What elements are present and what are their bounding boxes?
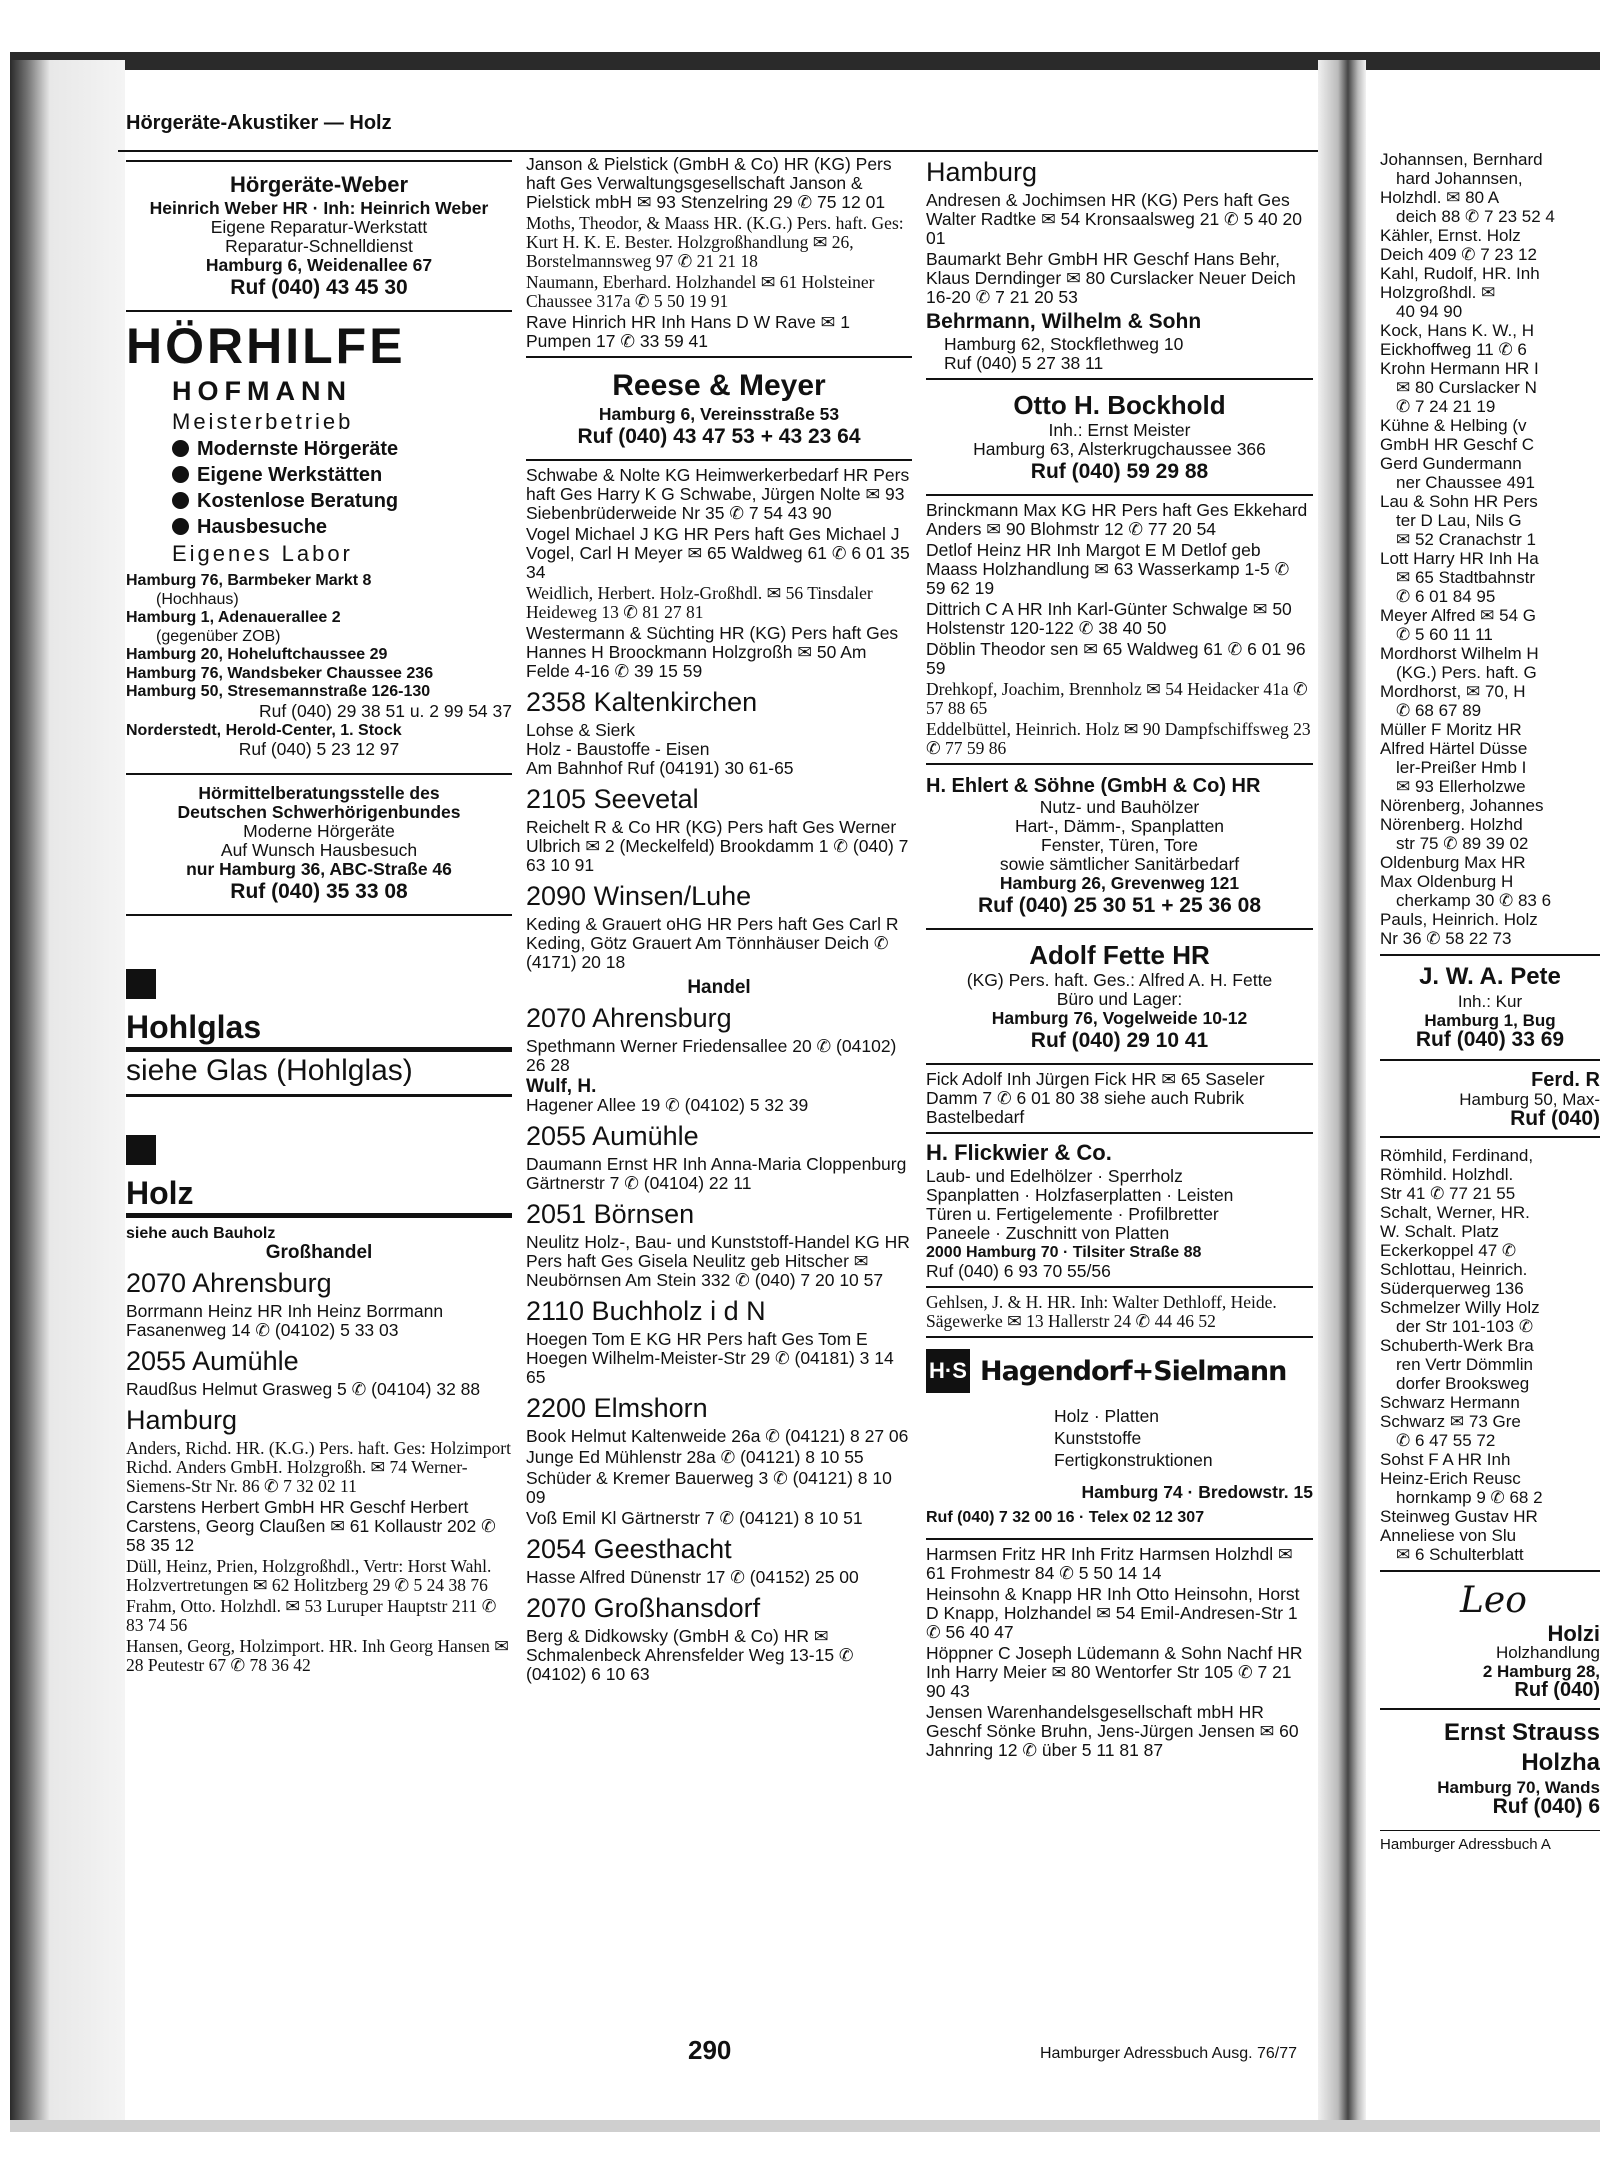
- right-page-line: Kähler, Ernst. Holz: [1380, 226, 1521, 245]
- bullet-icon: [172, 518, 189, 535]
- book-spine: [1318, 60, 1366, 2130]
- listing-entry: Andresen & Jochimsen HR (KG) Pers haft Ges Walter Radtke ✉ 54 Kronsaalsweg 21 ✆ 5 40 20 01: [926, 190, 1302, 248]
- ad-reese-meyer: Reese & Meyer Hamburg 6, Vereinsstraße 53 Ruf (040) 43 47 53 + 43 23 64: [577, 369, 861, 448]
- ad-pete-fragment: J. W. A. Pete Inh.: Kur Hamburg 1, Bug Ruf (040) 33 69: [1415, 963, 1565, 1051]
- right-page-line: Lott Harry HR Inh Ha: [1380, 549, 1539, 568]
- listing-entry: Gehlsen, J. & H. HR. Inh: Walter Dethloff, Heide. Sägewerke ✉ 13 Hallerstr 24 ✆ 44 46 52: [926, 1292, 1277, 1331]
- ad-behrmann: Behrmann, Wilhelm & Sohn Hamburg 62, Stockflethweg 10 Ruf (040) 5 27 38 11: [926, 310, 1202, 373]
- bullet-item: Hausbesuche: [126, 514, 512, 540]
- right-page-line: GmbH HR Geschf C: [1380, 435, 1534, 454]
- listing-entry: Höppner C Joseph Lüdemann & Sohn Nachf HR Inh Harry Meier ✉ 80 Wentorfer Str 105 ✆ 7 21 90 43: [926, 1643, 1303, 1701]
- ad-hoerhilfe-hofmann: HÖRHILFE HOFMANN Meisterbetrieb Modernste Hörgeräte Eigene Werkstätten Kostenlose Beratung Hausbesuche Eigenes Labor Hamburg 76, Barmbeker Markt 8 (Hochhaus) Hamburg 1, Adenauerallee 2 (gegenüber ZOB) Hamburg 20, Hoheluftchaussee 29 Hamburg 76, Wandsbeker Chaussee 236 Hamburg 50, Stresemannstraße 126-130 Ruf (040) 29 38 51 u. 2 99 54 37 Norderstedt, Herold-Center, 1. Stock Ruf (040) 5 23 12 97: [126, 318, 512, 759]
- listing-entry: Schwabe & Nolte KG Heimwerkerbedarf HR Pers haft Ges Harry K G Schwabe, Jürgen Nolte ✉ 93 Siebenbrüderweide Nr 35 ✆ 7 54 43 90: [526, 465, 910, 523]
- right-page-line: ren Vertr Dömmlin: [1396, 1355, 1533, 1374]
- listing-entry: Drehkopf, Joachim, Brennholz ✉ 54 Heidacker 41a ✆ 57 88 65: [926, 679, 1308, 718]
- listing-entry: Rave Hinrich HR Inh Hans D W Rave ✉ 1 Pumpen 17 ✆ 33 59 41: [526, 312, 850, 351]
- listing-entry: Detlof Heinz HR Inh Margot E M Detlof geb Maass Holzhandlung ✉ 63 Wasserkamp 1-5 ✆ 59 62 19: [926, 540, 1290, 598]
- right-page-line: cherkamp 30 ✆ 83 6: [1396, 891, 1552, 910]
- right-page-line: hornkamp 9 ✆ 68 2: [1396, 1488, 1543, 1507]
- listing-entry: Hansen, Georg, Holzimport. HR. Inh Georg Hansen ✉ 28 Peutestr 67 ✆ 78 36 42: [126, 1635, 509, 1675]
- ad-flickwier: H. Flickwier & Co. Laub- und Edelhölzer · Sperrholz Spanplatten · Holzfaserplatten · Leisten Türen u. Fertigelemente · Profilbretter Paneele · Zuschnitt von Platten 2000 Hamburg 70 · Tilsiter Straße 88 Ruf (040) 6 93 70 55/56: [926, 1140, 1234, 1281]
- right-page-line: Holzhdl. ✉ 80 A: [1380, 188, 1500, 207]
- right-page-line: Sohst F A HR Inh: [1380, 1450, 1511, 1469]
- right-page-line: Pauls, Heinrich. Holz: [1380, 910, 1538, 929]
- right-page-line: Holzgroßhdl. ✉: [1380, 283, 1496, 302]
- right-page-line: Max Oldenburg H: [1380, 872, 1514, 891]
- right-page-line: Römhild, Ferdinand,: [1380, 1146, 1534, 1165]
- listing-entry: Carstens Herbert GmbH HR Geschf Herbert Carstens, Georg Claußen ✉ 61 Kollaustr 202 ✆ 58 35 12: [126, 1496, 496, 1555]
- right-page-line: W. Schalt. Platz: [1380, 1222, 1500, 1241]
- right-page-line: (KG.) Pers. haft. G: [1396, 663, 1537, 682]
- right-page-line: Str 41 ✆ 77 21 55: [1380, 1184, 1516, 1203]
- right-page-line: Nörenberg, Johannes: [1380, 796, 1544, 815]
- section-title-holz: Holz: [126, 1173, 512, 1218]
- right-page-line: ✉ 80 Curslacker N: [1396, 378, 1537, 397]
- listing-entry: Frahm, Otto. Holzhdl. ✉ 53 Luruper Hauptstr 211 ✆ 83 74 56: [126, 1595, 497, 1635]
- right-page-line: Nr 36 ✆ 58 22 73: [1380, 929, 1512, 948]
- header-rule: [118, 150, 1318, 152]
- right-page-line: str 75 ✆ 89 39 02: [1396, 834, 1529, 853]
- hs-logo: H·S: [926, 1349, 970, 1393]
- right-page-line: ler-Preißer Hmb I: [1396, 758, 1527, 777]
- listing-entry: Berg & Didkowsky (GmbH & Co) HR ✉ Schmalenbeck Ahrensfelder Weg 13-15 ✆ (04102) 6 10 63: [526, 1626, 854, 1684]
- page-header: Hörgeräte-Akustiker — Holz: [126, 112, 392, 134]
- listing-entry: Moths, Theodor, & Maass HR. (K.G.) Pers. haft. Ges: Kurt H. K. E. Bester. Holzgroßhandlung ✉ 26, Borstelmannsweg 97 ✆ 21 21 18: [526, 213, 904, 271]
- right-page-line: hard Johannsen,: [1396, 169, 1523, 188]
- right-page-line: dorfer Brooksweg: [1396, 1374, 1530, 1393]
- listing-entry: Anders, Richd. HR. (K.G.) Pers. haft. Ges: Holzimport Richd. Anders GmbH. Holzgroßh. ✉ 74 Werner-Siemens-Str Nr. 86 ✆ 7 32 02 11: [126, 1437, 511, 1496]
- right-page-line: Anneliese von Slu: [1380, 1526, 1517, 1545]
- listing-entry: Hagener Allee 19 ✆ (04102) 5 32 39: [526, 1095, 809, 1115]
- right-page-line: Alfred Härtel Düsse: [1380, 739, 1528, 758]
- right-page-line: Mordhorst, ✉ 70, H: [1380, 682, 1526, 701]
- ad-lohse-sierk: Lohse & Sierk Holz - Baustoffe - Eisen Am Bahnhof Ruf (04191) 30 61-65: [526, 720, 794, 778]
- right-page-footer: Hamburger Adressbuch A: [1380, 1836, 1551, 1853]
- right-page-line: ✆ 7 24 21 19: [1396, 397, 1496, 416]
- right-page-line: ✆ 6 01 84 95: [1396, 587, 1496, 606]
- listing-entry: Vogel Michael J KG HR Pers haft Ges Michael J Vogel, Carl H Meyer ✉ 65 Waldweg 61 ✆ 6 01 35 34: [526, 524, 910, 582]
- bullet-item: Eigene Werkstätten: [126, 462, 512, 488]
- right-page-line: Johannsen, Bernhard: [1380, 150, 1543, 169]
- right-page-line: ner Chaussee 491: [1396, 473, 1535, 492]
- right-page-line: deich 88 ✆ 7 23 52 4: [1396, 207, 1555, 226]
- right-page-line: Deich 409 ✆ 7 23 12: [1380, 245, 1537, 264]
- listing-entry: Hasse Alfred Dünenstr 17 ✆ (04152) 25 00: [526, 1567, 859, 1587]
- right-page-line: Schwarz Hermann: [1380, 1393, 1520, 1412]
- right-page-listings-2: [1380, 1146, 1600, 1564]
- listing-entry: Düll, Heinz, Prien, Holzgroßhdl., Vertr: Horst Wahl. Holzvertretungen ✉ 62 Holitzberg 29 ✆ 5 24 38 76: [126, 1555, 492, 1595]
- left-page-edge: [10, 60, 125, 2130]
- listing-entry: Reichelt R & Co HR (KG) Pers haft Ges Werner Ulbrich ✉ 2 (Meckelfeld) Brookdamm 1 ✆ (040) 7 63 10 91: [526, 817, 909, 875]
- listing-entry: Spethmann Werner Friedensallee 20 ✆ (04102) 26 28: [526, 1036, 897, 1075]
- page-footer: Hamburger Adressbuch Ausg. 76/77: [1040, 2045, 1298, 2062]
- right-page-line: Schlottau, Heinrich.: [1380, 1260, 1528, 1279]
- listing-entry: Hoegen Tom E KG HR Pers haft Ges Tom E Hoegen Wilhelm-Meister-Str 29 ✆ (04181) 3 14 65: [526, 1329, 894, 1387]
- right-page-line: Lau & Sohn HR Pers: [1380, 492, 1538, 511]
- ad-ferd-fragment: Ferd. R Hamburg 50, Max- Ruf (040): [1459, 1069, 1600, 1130]
- ad-ehlert: H. Ehlert & Söhne (GmbH & Co) HR Nutz- und Bauhölzer Hart-, Dämm-, Spanplatten Fenster, Türen, Tore sowie sämtlicher Sanitärbedarf Hamburg 26, Grevenweg 121 Ruf (040) 25 30 51 + 25 36 08: [926, 775, 1262, 917]
- right-page-listings: [1380, 150, 1600, 948]
- listing-entry: Baumarkt Behr GmbH HR Geschf Hans Behr, Klaus Derndinger ✉ 80 Curslacker Neuer Deich 16-20 ✆ 7 21 20 53: [926, 249, 1296, 307]
- listing-entry: Harmsen Fritz HR Inh Fritz Harmsen Holzhdl ✉ 61 Frohmestr 84 ✆ 5 50 14 14: [926, 1544, 1293, 1583]
- listing-entry: Heinsohn & Knapp HR Inh Otto Heinsohn, Horst D Knapp, Holzhandel ✉ 54 Emil-Andresen-Str 1 ✆ 56 40 47: [926, 1584, 1300, 1642]
- right-page-line: Schalt, Werner, HR.: [1380, 1203, 1530, 1222]
- listing-entry: Weidlich, Herbert. Holz-Großhdl. ✉ 56 Tinsdaler Heideweg 13 ✆ 81 27 81: [526, 583, 873, 622]
- bullet-icon: [172, 466, 189, 483]
- right-page-line: ✉ 52 Cranachstr 1: [1396, 530, 1536, 549]
- column-3: Hamburg Andresen & Jochimsen HR (KG) Pers haft Ges Walter Radtke ✉ 54 Kronsaalsweg 21 ✆ 5 40 20 01 Baumarkt Behr GmbH HR Geschf Hans Behr, Klaus Derndinger ✉ 80 Curslacker Neuer Deich 16-20 ✆ 7 21 20 53 Behrmann, Wilhelm & Sohn Hamburg 62, Stockflethweg 10 Ruf (040) 5 27 38 11 Otto H. Bockhold Inh.: Ernst Meister Hamburg 63, Alsterkrugchaussee 366 Ruf (040) 59 29 88 Brinckmann Max KG HR Pers haft Ges Ekkehard Anders ✉ 90 Blohmstr 12 ✆ 77 20 54 Detlof Heinz HR Inh Margot E M Detlof geb Maass Holzhandlung ✉ 63 Wasserkamp 1-5 ✆ 59 62 19 Dittrich C A HR Inh Karl-Günter Schwalge ✉ 50 Holstenstr 120-122 ✆ 38 40 50 Döblin Theodor sen ✉ 65 Waldweg 61 ✆ 6 01 96 59 Drehkopf, Joachim, Brennholz ✉ 54 Heidacker 41a ✆ 57 88 65 Eddelbüttel, Heinrich. Holz ✉ 90 Dampfschiffsweg 23 ✆ 77 59 86 H. Ehlert & Söhne (GmbH & Co) HR Nutz- und Bauhölzer Hart-, Dämm-, Spanplatten Fenster, Türen, Tore sowie sämtlicher Sanitärbedarf Hamburg 26, Grevenweg 121 Ruf (040) 25 30 51 + 25 36 08 Adolf Fette HR (KG) Pers. haft. Ges.: Alfred A. H. Fette Büro und Lager: Hamburg 76, Vogelweide 10-12 Ruf (040) 29 10 41 Fick Adolf Inh Jürgen Fick HR ✉ 65 Saseler Damm 7 ✆ 6 01 80 38 siehe auch Rubrik Bastelbedarf H. Flickwier & Co. Laub- und Edelhölzer · Sperrholz Spanplatten · Holzfaserplatten · Leisten Türen u. Fertigelemente · Profilbretter Paneele · Zuschnitt von Platten 2000 Hamburg 70 · Tilsiter Straße 88 Ruf (040) 6 93 70 55/56 Gehlsen, J. & H. HR. Inh: Walter Dethloff, Heide. Sägewerke ✉ 13 Hallerstr 24 ✆ 44 46 52 H·S Hagendorf+Sielmann Holz · Platten Kunststoffe Fertigkonstruktionen Hamburg 74 · Bredowstr. 15 Ruf (040) 7 32 00 16 · Telex 02 12 307 Harmsen Fritz HR Inh Fritz Harmsen Holzhdl ✉ 61 Frohmestr 84 ✆ 5 50 14 14 Heinsohn & Knapp HR Inh Otto Heinsohn, Horst D Knapp, Holzhandel ✉ 54 Emil-Andresen-Str 1 ✆ 56 40 47 Höppner C Joseph Lüdemann & Sohn Nachf HR Inh Harry Meier ✉ 80 Wentorfer Str 105 ✆ 7 21 90 43 Jensen Warenhandelsgesellschaft mbH HR Geschf Sönke Bruhn, Jens-Jürgen Jensen ✉ 60 Jahnring 12 ✆ über 5 11 81 87: [926, 157, 1313, 1760]
- ad-adolf-fette: Adolf Fette HR (KG) Pers. haft. Ges.: Alfred A. H. Fette Büro und Lager: Hamburg 76, Vogelweide 10-12 Ruf (040) 29 10 41: [966, 940, 1273, 1052]
- right-page-line: Krohn Hermann HR I: [1380, 359, 1539, 378]
- right-page-line: Kock, Hans K. W., H: [1380, 321, 1534, 340]
- bullet-item: Modernste Hörgeräte: [126, 436, 512, 462]
- right-page-line: Eickhoffweg 11 ✆ 6: [1380, 340, 1527, 359]
- right-page-line: Heinz-Erich Reusc: [1380, 1469, 1521, 1488]
- listing-entry: Neulitz Holz-, Bau- und Kunststoff-Handel KG HR Pers haft Ges Gisela Neulitz geb Hitscher ✉ Neubörnsen Am Stein 332 ✆ (040) 7 20 10 57: [526, 1232, 910, 1290]
- listing-entry: Naumann, Eberhard. Holzhandel ✉ 61 Holsteiner Chaussee 317a ✆ 5 50 19 91: [526, 272, 875, 311]
- right-page-line: Gerd Gundermann: [1380, 454, 1522, 473]
- bullet-item: Kostenlose Beratung: [126, 488, 512, 514]
- listing-entry: Schüder & Kremer Bauerweg 3 ✆ (04121) 8 10 09: [526, 1468, 892, 1507]
- listing-entry: Döblin Theodor sen ✉ 65 Waldweg 61 ✆ 6 01 96 59: [926, 639, 1306, 678]
- see-also-glas: siehe Glas (Hohlglas): [126, 1052, 512, 1097]
- right-page-line: ✆ 68 67 89: [1396, 701, 1482, 720]
- right-page-line: Kahl, Rudolf, HR. Inh: [1380, 264, 1540, 283]
- right-page-line: Müller F Moritz HR: [1380, 720, 1522, 739]
- right-page-line: der Str 101-103 ✆: [1396, 1317, 1534, 1336]
- listing-entry: Eddelbüttel, Heinrich. Holz ✉ 90 Dampfschiffsweg 23 ✆ 77 59 86: [926, 719, 1311, 758]
- right-page-line: ter D Lau, Nils G: [1396, 511, 1522, 530]
- left-page: [118, 100, 1318, 2120]
- ad-bockhold: Otto H. Bockhold Inh.: Ernst Meister Hamburg 63, Alsterkrugchaussee 366 Ruf (040) 59 29 88: [973, 390, 1266, 483]
- bullet-icon: [172, 492, 189, 509]
- listing-entry: Brinckmann Max KG HR Pers haft Ges Ekkehard Anders ✉ 90 Blohmstr 12 ✆ 77 20 54: [926, 500, 1308, 539]
- right-page-fragment: [1380, 150, 1600, 1854]
- listing-entry: Keding & Grauert oHG HR Pers haft Ges Carl R Keding, Götz Grauert Am Tönnhäuser Deich ✆ (4171) 20 18: [526, 914, 899, 972]
- right-page-line: Mordhorst Wilhelm H: [1380, 644, 1539, 663]
- right-page-line: Steinweg Gustav HR: [1380, 1507, 1538, 1526]
- leo-signature-logo: Leo: [1460, 1580, 1527, 1621]
- listing-entry: Fick Adolf Inh Jürgen Fick HR ✉ 65 Saseler Damm 7 ✆ 6 01 80 38 siehe auch Rubrik Bastelbedarf: [926, 1069, 1265, 1127]
- ad-strauss-fragment: Ernst Strauss Holzha Hamburg 70, Wands Ruf (040) 6: [1437, 1719, 1600, 1818]
- right-page-line: Schmelzer Willy Holz: [1380, 1298, 1540, 1317]
- ad-hoergeraete-weber: Hörgeräte-Weber Heinrich Weber HR · Inh: Heinrich Weber Eigene Reparatur-Werkstatt Reparatur-Schnelldienst Hamburg 6, Weidenallee 67 Ruf (040) 43 45 30: [149, 172, 489, 299]
- column-2: Janson & Pielstick (GmbH & Co) HR (KG) Pers haft Ges Verwaltungsgesellschaft Janson & Pielstick mbH ✉ 93 Stenzelring 29 ✆ 75 12 01 Moths, Theodor, & Maass HR. (K.G.) Pers. haft. Ges: Kurt H. K. E. Bester. Holzgroßhandlung ✉ 26, Borstelmannsweg 97 ✆ 21 21 18 Naumann, Eberhard. Holzhandel ✉ 61 Holsteiner Chaussee 317a ✆ 5 50 19 91 Rave Hinrich HR Inh Hans D W Rave ✉ 1 Pumpen 17 ✆ 33 59 41 Reese & Meyer Hamburg 6, Vereinsstraße 53 Ruf (040) 43 47 53 + 43 23 64 Schwabe & Nolte KG Heimwerkerbedarf HR Pers haft Ges Harry K G Schwabe, Jürgen Nolte ✉ 93 Siebenbrüderweide Nr 35 ✆ 7 54 43 90 Vogel Michael J KG HR Pers haft Ges Michael J Vogel, Carl H Meyer ✉ 65 Waldweg 61 ✆ 6 01 35 34 Weidlich, Herbert. Holz-Großhdl. ✉ 56 Tinsdaler Heideweg 13 ✆ 81 27 81 Westermann & Süchting HR (KG) Pers haft Ges Hannes H Broockmann Holzgroßh ✉ 50 Am Felde 4-16 ✆ 39 15 59 2358 Kaltenkirchen Lohse & Sierk Holz - Baustoffe - Eisen Am Bahnhof Ruf (04191) 30 61-65 2105 Seevetal Reichelt R & Co HR (KG) Pers haft Ges Werner Ulbrich ✉ 2 (Meckelfeld) Brookdamm 1 ✆ (040) 7 63 10 91 2090 Winsen/Luhe Keding & Grauert oHG HR Pers haft Ges Carl R Keding, Götz Grauert Am Tönnhäuser Deich ✆ (4171) 20 18 Handel 2070 Ahrensburg Spethmann Werner Friedensallee 20 ✆ (04102) 26 28 Wulf, H. Hagener Allee 19 ✆ (04102) 5 32 39 2055 Aumühle Daumann Ernst HR Inh Anna-Maria Cloppenburg Gärtnerstr 7 ✆ (04104) 22 11 2051 Börnsen Neulitz Holz-, Bau- und Kunststoff-Handel KG HR Pers haft Ges Gisela Neulitz geb Hitscher ✉ Neubörnsen Am Stein 332 ✆ (040) 7 20 10 57 2110 Buchholz i d N Hoegen Tom E KG HR Pers haft Ges Tom E Hoegen Wilhelm-Meister-Str 29 ✆ (04181) 3 14 65 2200 Elmshorn Book Helmut Kaltenweide 26a ✆ (04121) 8 27 06 Junge Ed Mühlenstr 28a ✆ (04121) 8 10 55 Schüder & Kremer Bauerweg 3 ✆ (04121) 8 10 09 Voß Emil Kl Gärtnerstr 7 ✆ (04121) 8 10 51 2054 Geesthacht Hasse Alfred Dünenstr 17 ✆ (04152) 25 00 2070 Großhansdorf Berg & Didkowsky (GmbH & Co) HR ✉ Schmalenbeck Ahrensfelder Weg 13-15 ✆ (04102) 6 10 63: [526, 155, 912, 1686]
- right-page-line: Schwarz ✉ 73 Gre: [1380, 1412, 1521, 1431]
- ad-leo-fragment: Leo Holzi Holzhandlung 2 Hamburg 28, Ruf (040): [1380, 1578, 1600, 1700]
- right-page-line: Oldenburg Max HR: [1380, 853, 1526, 872]
- bullet-icon: [172, 440, 189, 457]
- section-marker: [126, 969, 156, 999]
- page-number: 290: [688, 2035, 732, 2065]
- right-page-line: Süderquerweg 136: [1380, 1279, 1524, 1298]
- scan-bottom-edge: [10, 2120, 1600, 2132]
- right-page-line: ✉ 6 Schulterblatt: [1396, 1545, 1524, 1564]
- right-page-line: Nörenberg. Holzhd: [1380, 815, 1523, 834]
- right-page-line: ✆ 6 47 55 72: [1396, 1431, 1496, 1450]
- right-page-line: Schuberth-Werk Bra: [1380, 1336, 1534, 1355]
- right-page-line: Eckerkoppel 47 ✆: [1380, 1241, 1517, 1260]
- ad-hagendorf-sielmann: H·S Hagendorf+Sielmann Holz · Platten Kunststoffe Fertigkonstruktionen Hamburg 74 · Bredowstr. 15 Ruf (040) 7 32 00 16 · Telex 02 12 307: [926, 1343, 1313, 1533]
- address-list: Hamburg 76, Barmbeker Markt 8 (Hochhaus) Hamburg 1, Adenauerallee 2 (gegenüber ZOB) Hamburg 20, Hoheluftchaussee 29 Hamburg 76, Wandsbeker Chaussee 236 Hamburg 50, Stresemannstraße 126-130: [126, 572, 434, 700]
- listing-entry: Book Helmut Kaltenweide 26a ✆ (04121) 8 27 06: [526, 1426, 909, 1446]
- right-page-line: ✆ 5 60 11 11: [1396, 625, 1493, 644]
- column-1: Hörgeräte-Weber Heinrich Weber HR · Inh: Heinrich Weber Eigene Reparatur-Werkstatt Reparatur-Schnelldienst Hamburg 6, Weidenallee 67 Ruf (040) 43 45 30 HÖRHILFE HOFMANN Meisterbetrieb Modernste Hörgeräte Eigene Werkstätten Kostenlose Beratung Hausbesuche Eigenes Labor Hamburg 76, Barmbeker Markt 8 (Hochhaus) Hamburg 1, Adenauerallee 2 (gegenüber ZOB) Hamburg 20, Hoheluftchaussee 29 Hamburg 76, Wandsbeker Chaussee 236 Hamburg 50, Stresemannstraße 126-130 Ruf (040) 29 38 51 u. 2 99 54 37 Norderstedt, Herold-Center, 1. Stock Ruf (040) 5 23 12 97 Hörmittelberatungsstelle des Deutschen Schwerhörigenbundes Moderne Hörgeräte Auf Wunsch Hausbesuch nur Hamburg 36, ABC-Straße 46 Ruf (040) 35 33 08 Hohlglas siehe Glas (Hohlglas) Holz siehe auch Bauholz Großhandel 2070 Ahrensburg Borrmann Heinz HR Inh Heinz Borrmann Fasanenweg 14 ✆ (04102) 5 33 03 2055 Aumühle Raudßus Helmut Grasweg 5 ✆ (04104) 32 88 Hamburg Anders, Richd. HR. (K.G.) Pers. haft. Ges: Holzimport Richd. Anders GmbH. Holzgroßh. ✉ 74 Werner-Siemens-Str Nr. 86 ✆ 7 32 02 11 Carstens Herbert GmbH HR Geschf Herbert Carstens, Georg Claußen ✉ 61 Kollaustr 202 ✆ 58 35 12 Düll, Heinz, Prien, Holzgroßhdl., Vertr: Horst Wahl. Holzvertretungen ✉ 62 Holitzberg 29 ✆ 5 24 38 76 Frahm, Otto. Holzhdl. ✉ 53 Luruper Hauptstr 211 ✆ 83 74 56 Hansen, Georg, Holzimport. HR. Inh Georg Hansen ✉ 28 Peutestr 67 ✆ 78 36 42: [126, 155, 512, 1677]
- listing-entry: Voß Emil Kl Gärtnerstr 7 ✆ (04121) 8 10 51: [526, 1508, 863, 1528]
- listing-entry: Janson & Pielstick (GmbH & Co) HR (KG) Pers haft Ges Verwaltungsgesellschaft Janson & Pielstick mbH ✉ 93 Stenzelring 29 ✆ 75 12 01: [526, 154, 892, 212]
- listing-entry: Daumann Ernst HR Inh Anna-Maria Cloppenburg Gärtnerstr 7 ✆ (04104) 22 11: [526, 1154, 907, 1193]
- listing-entry: Jensen Warenhandelsgesellschaft mbH HR Geschf Sönke Bruhn, Jens-Jürgen Jensen ✉ 60 Jahnring 12 ✆ über 5 11 81 87: [926, 1702, 1299, 1760]
- section-title-hohlglas: Hohlglas: [126, 1007, 512, 1052]
- ad-schwerhoerigenbund: Hörmittelberatungsstelle des Deutschen Schwerhörigenbundes Moderne Hörgeräte Auf Wunsch Hausbesuch nur Hamburg 36, ABC-Straße 46 Ruf (040) 35 33 08: [177, 782, 461, 903]
- right-page-line: 40 94 90: [1396, 302, 1463, 321]
- section-marker: [126, 1135, 156, 1165]
- listing-entry: Westermann & Süchting HR (KG) Pers haft Ges Hannes H Broockmann Holzgroßh ✉ 50 Am Felde 4-16 ✆ 39 15 59: [526, 623, 899, 681]
- right-page-line: Kühne & Helbing (v: [1380, 416, 1527, 435]
- right-page-line: ✉ 93 Ellerholzwe: [1396, 777, 1526, 796]
- right-page-line: ✉ 65 Stadtbahnstr: [1396, 568, 1535, 587]
- listing-entry: Dittrich C A HR Inh Karl-Günter Schwalge ✉ 50 Holstenstr 120-122 ✆ 38 40 50: [926, 599, 1292, 638]
- listing-entry: Junge Ed Mühlenstr 28a ✆ (04121) 8 10 55: [526, 1447, 864, 1467]
- right-page-line: Römhild. Holzhdl.: [1380, 1165, 1514, 1184]
- right-page-line: Meyer Alfred ✉ 54 G: [1380, 606, 1536, 625]
